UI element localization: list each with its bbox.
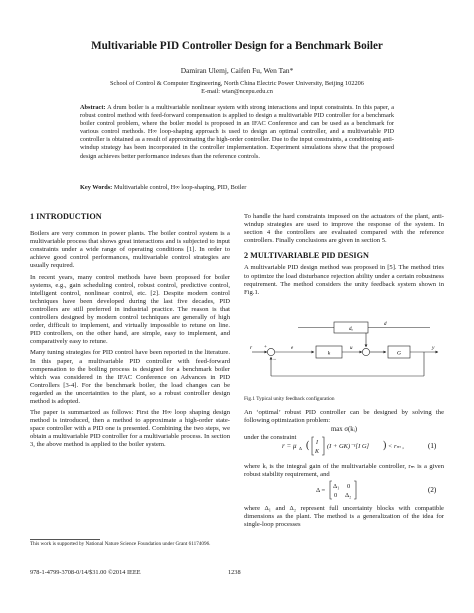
footer-isbn: 978-1-4799-3708-0/14/$31.00 ©2014 IEEE — [30, 569, 141, 576]
author-list: Damiran Ulemj, Caifen Fu, Wen Tan* — [180, 66, 294, 75]
svg-text:I: I — [316, 440, 318, 446]
affiliation-line: School of Control & Computer Engineering, North China Electric Power University, Beijing 102206 — [110, 80, 364, 87]
svg-text:Δ₁: Δ₁ — [333, 483, 340, 490]
k-label: k — [327, 350, 331, 357]
paper-title: Multivariable PID Controller Design for a Benchmark Boiler — [91, 40, 383, 52]
figure-1-caption: Fig.1 Typical unity feedback configuration — [244, 396, 335, 402]
left-column — [30, 213, 230, 453]
plus-sign-1: + — [264, 345, 267, 350]
svg-text:Δ =: Δ = — [316, 487, 326, 494]
y-label: y — [432, 345, 435, 351]
g-label: G — [397, 350, 401, 357]
affiliation — [0, 80, 474, 96]
minus-sign: − — [273, 357, 277, 363]
svg-text:Δ₂: Δ₂ — [345, 492, 352, 499]
equation-1 — [244, 432, 444, 460]
svg-text:Δ: Δ — [299, 446, 302, 451]
footnote: This work is supported by National Nature Science Foundation under Grant 61174096. — [30, 541, 211, 547]
keywords-text: Multivariable control, H∞ loop-shaping, PID, Boiler — [113, 184, 247, 191]
d-label: d — [384, 322, 387, 327]
svg-text:(I + GK)⁻¹[I G]: (I + GK)⁻¹[I G] — [327, 443, 370, 450]
abstract — [80, 104, 394, 161]
r-label: r — [250, 345, 253, 351]
keywords — [80, 184, 394, 192]
right-column-final — [244, 505, 444, 532]
abstract-label: Abstract: — [80, 104, 106, 111]
du-label: dᵤ — [349, 327, 353, 332]
intro-paragraph-1: Boilers are very common in power plants. The boiler control system is a multivariable process that shows great interactions and is subjected to input constraints under a wide range of operating conditions [1]. In order to achieve good control performances, multivariable control strategies are usually required. — [30, 230, 230, 270]
e-label: e — [291, 346, 294, 351]
page-number: 1238 — [228, 569, 241, 576]
sum-junction-1 — [267, 348, 274, 355]
svg-text:K: K — [315, 449, 320, 455]
equation-max: max σ(kᵢ) — [330, 426, 358, 434]
section-2-paragraph-3: where kᵢ is the integral gain of the multivariable controller, rₘ is a given robust stability requirement, and — [244, 463, 444, 479]
abstract-text: A drum boiler is a multivariable nonlinear system with strong interactions and input constraints. In this paper, a robust control method with feed-forward compensation is applied to design a multivariable PID controller for a benchmark boiler control problem, where the boiler model is proposed in an IFAC Conference and can be used as a benchmark for various control methods. H∞ loop-shaping approach is used to design an optimal controller, and a multivariable PID controller is obtained as a result of approximating the high-order controller. Due to the input constraints, a conditioning anti-windup strategy has been incorporated in the controller implementation. Experiment simulations show that the proposed design achieves better performance indexes than the reference controls. — [80, 104, 394, 160]
svg-text:): ) — [383, 440, 387, 451]
sum-junction-2 — [362, 348, 369, 355]
equation-2 — [244, 479, 444, 501]
section-2-paragraph-4: where Δ₁ and Δ₂ represent full uncertainty blocks with compatible dimensions as the plant. The method is a generalization of the idea for single-loop processes — [244, 505, 444, 529]
section-2-paragraph-1: A multivariable PID design method was proposed in [5]. The method tries to optimize the load disturbance rejection ability under a certain robustness requirement. The method considers the unity feedback system shown in Fig.1. — [244, 264, 444, 296]
svg-text:r = μ: r = μ — [282, 442, 297, 450]
equation-1-number: (1) — [428, 442, 437, 450]
svg-text:0: 0 — [334, 492, 338, 499]
right-paragraph-1: To handle the hard constraints imposed on the actuators of the plant, anti-windup strategies are used to improve the response of the system. In section 4 the controllers are evaluated compared with the reference controllers. Finally conclusions are given in section 5. — [244, 213, 444, 245]
u-label: u — [350, 346, 353, 351]
svg-text:< rₘ ,: < rₘ , — [388, 443, 404, 450]
footnote-divider — [30, 539, 100, 540]
intro-paragraph-4: The paper is summarized as follows: First the H∞ loop shaping design method is introduced, then a method to approximate a high-order state-space controller with a PID one is presented. Combining the two steps, we obtain a multivariable PID controller for a multivariable process. In section 3, the above method is applied to the boiler system. — [30, 409, 230, 449]
section-2-heading: 2 MULTIVARIABLE PID DESIGN — [244, 251, 369, 261]
svg-text:(: ( — [306, 440, 310, 451]
svg-text:0: 0 — [347, 483, 351, 490]
constraint-text: under the constraint — [244, 434, 297, 442]
keywords-label: Key Words: — [80, 184, 113, 191]
intro-paragraph-2: In recent years, many control methods have been proposed for boiler systems, e.g., gain scheduling control, robust control, predictive control, intelligent control, nonlinear control, etc. [2]. Despite modern control techniques have been developed during the last five decades, PID controllers are still preferred in industrial practice. The reason is that controllers designed by modern control techniques are generally of high order, difficult to implement, and virtually impossible to retune on line. PID controllers, on the other hand, are simple, easy to implement, and comparatively easy to retune. — [30, 273, 230, 346]
equation-2-number: (2) — [428, 486, 437, 494]
email-line: E-mail: wtan@ncepu.edu.cn — [201, 88, 273, 95]
section-1-heading: 1 INTRODUCTION — [30, 212, 102, 221]
intro-paragraph-3: Many tuning strategies for PID control have been reported in the literature. In this paper, a multivariable PID controller with feed-forward compensation to the boiling process is designed for a benchmark boiler which was considered in the IFAC Conference on Advances in PID Controllers [3-4]. For the benchmark boiler, the load changes can be regarded as the uncertainties to the plant, so a robust controller design method is adopted. — [30, 349, 230, 405]
figure-1-block-diagram — [244, 316, 444, 392]
right-column-top — [244, 213, 444, 300]
section-2-paragraph-2: An ‘optimal’ robust PID controller can be designed by solving the following optimization problem: — [244, 409, 444, 425]
